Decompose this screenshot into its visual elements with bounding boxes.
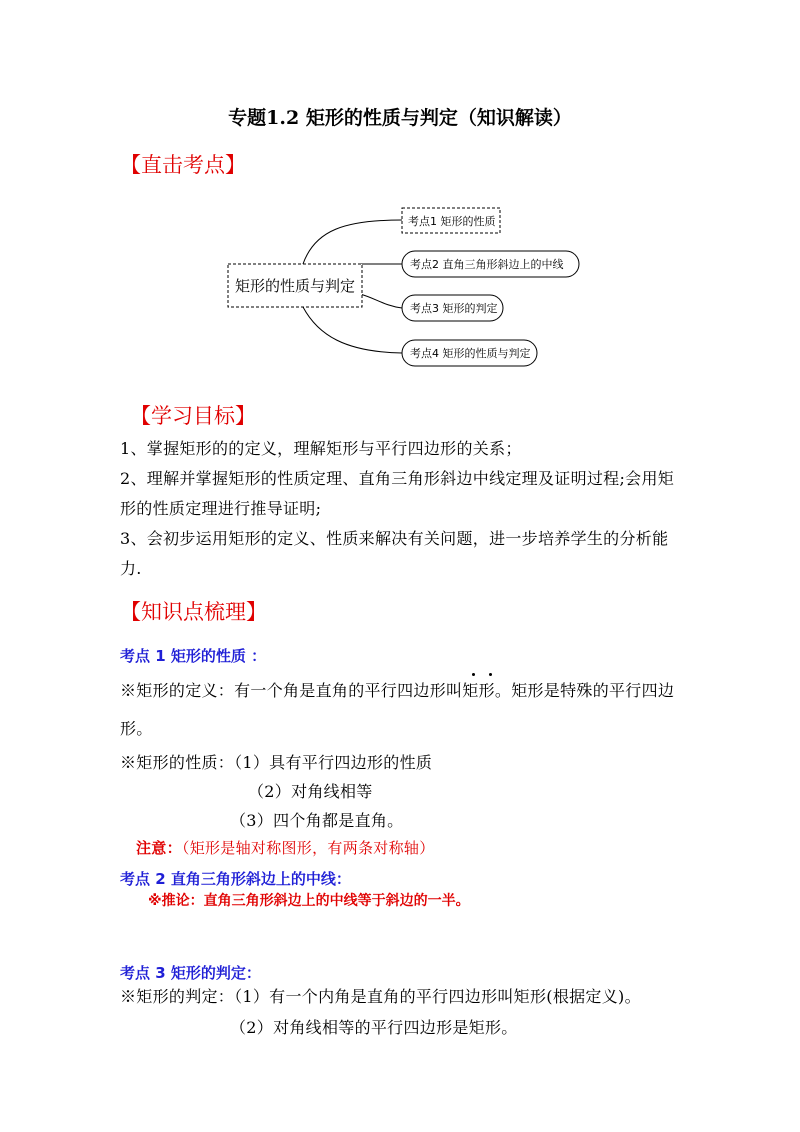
mindmap-root-label: 矩形的性质与判定 [234, 277, 356, 295]
mindmap-node-2-label: 考点2 直角三角形斜边上的中线 [410, 258, 564, 271]
goal-3-line-1: 3、会初步运用矩形的定义、性质来解决有关问题，进一步培养学生的分析能 [120, 529, 669, 548]
connector-3 [360, 294, 402, 308]
kp2-inference: ※推论：直角三角形斜边上的中线等于斜边的一半。 [148, 893, 470, 909]
emphasis-dot-2 [489, 673, 492, 676]
kp2-heading: 考点 2 直角三角形斜边上的中线： [120, 870, 351, 888]
kp1-heading: 考点 1 矩形的性质 ： [120, 647, 267, 665]
emphasis-dot-1 [472, 673, 475, 676]
kp1-note-text: （矩形是轴对称图形，有两条对称轴） [181, 839, 435, 857]
section-heading-direct: 【直击考点】 [120, 153, 246, 177]
kp3-judgement-1: ※矩形的判定：（1）有一个内角是直角的平行四边形叫矩形(根据定义)。 [120, 987, 641, 1006]
mindmap-diagram [0, 190, 800, 380]
goal-3-line-2: 力. [120, 559, 142, 578]
mindmap-node-1-label: 考点1 矩形的性质 [408, 215, 496, 228]
goal-1: 1、掌握矩形的的定义，理解矩形与平行四边形的关系； [120, 439, 522, 458]
connector-4 [303, 307, 402, 353]
kp3-heading: 考点 3 矩形的判定： [120, 964, 261, 982]
kp1-note [136, 837, 435, 858]
kp1-property-1: ※矩形的性质：（1）具有平行四边形的性质 [120, 753, 433, 772]
mindmap-node-3-label: 考点3 矩形的判定 [410, 302, 498, 315]
kp3-judgement-2: （2）对角线相等的平行四边形是矩形。 [230, 1018, 518, 1037]
kp1-property-2: （2）对角线相等 [248, 782, 373, 801]
section-heading-goals: 【学习目标】 [130, 404, 256, 428]
kp1-note-label: 注意： [136, 839, 182, 857]
connector-1 [303, 220, 402, 264]
kp1-definition-line-1: ※矩形的定义：有一个角是直角的平行四边形叫矩形。矩形是特殊的平行四边 [120, 681, 675, 700]
section-heading-knowledge: 【知识点梳理】 [120, 600, 267, 624]
page-title: 专题1.2 矩形的性质与判定（知识解读） [228, 107, 572, 129]
kp1-definition-line-2: 形。 [120, 719, 153, 738]
goal-2-line-2: 形的性质定理进行推导证明; [120, 499, 322, 518]
kp1-property-3: （3）四个角都是直角。 [230, 811, 404, 830]
mindmap-node-4-label: 考点4 矩形的性质与判定 [410, 347, 531, 360]
goal-2-line-1: 2、理解并掌握矩形的性质定理、直角三角形斜边中线定理及证明过程;会用矩 [120, 469, 675, 488]
